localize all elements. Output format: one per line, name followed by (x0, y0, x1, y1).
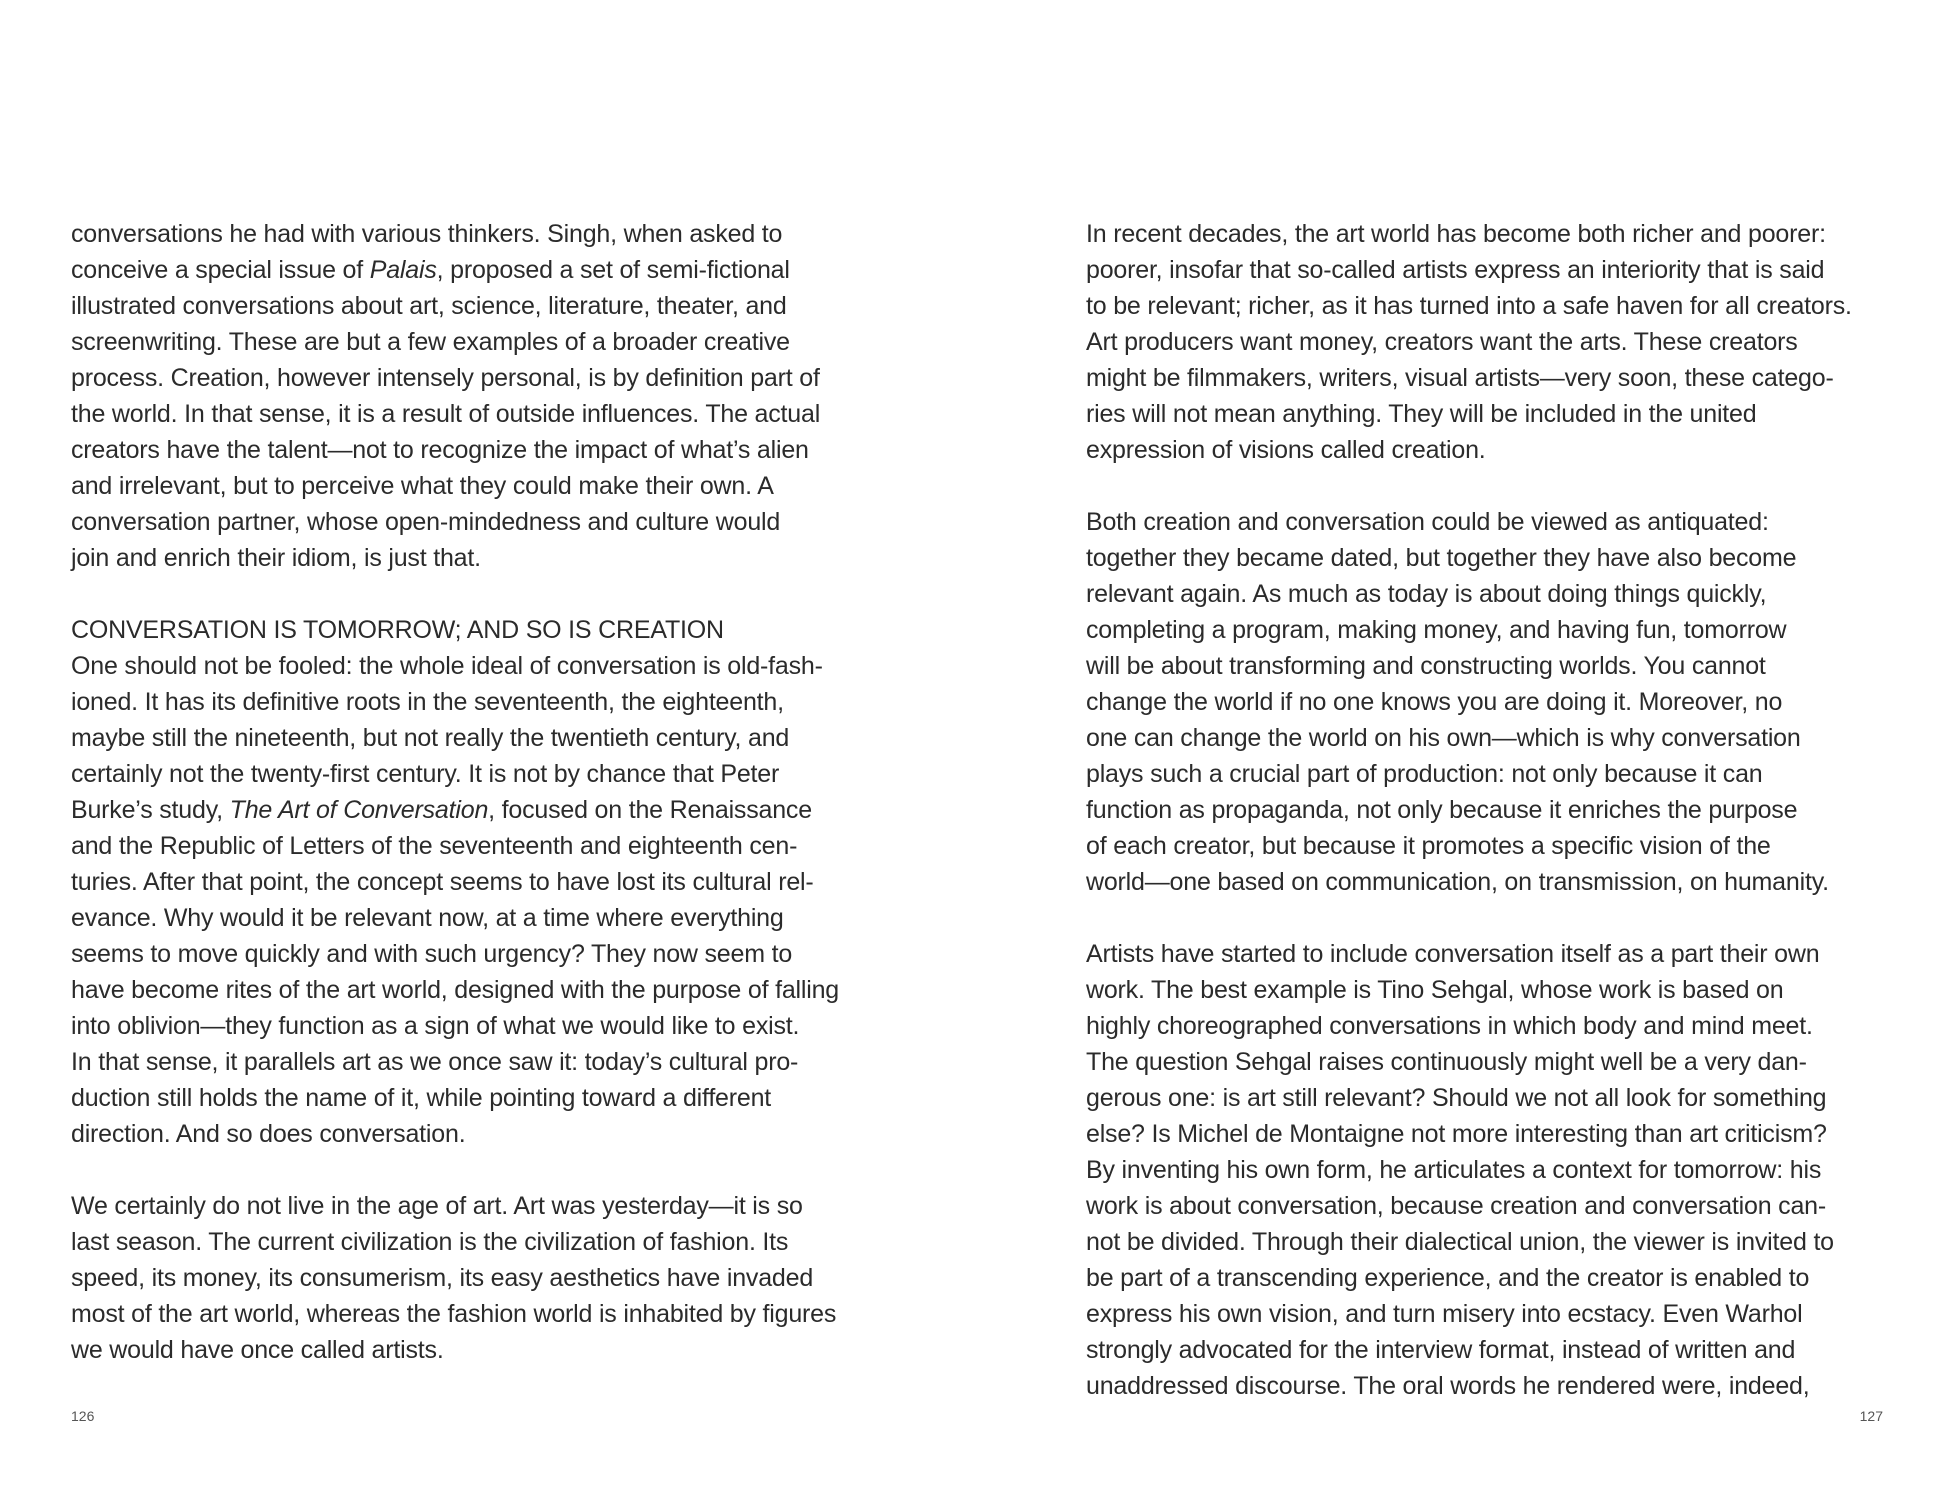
text-line: Burke’s study, The Art of Conversation, focused on the Renaissance (71, 796, 812, 824)
left-paragraph-2 (71, 648, 871, 1152)
text-line: Art producers want money, creators want the arts. These creators (1086, 328, 1798, 356)
text-line: together they became dated, but together they have also become (1086, 544, 1797, 572)
text-line: We certainly do not live in the age of art. Art was yesterday—it is so (71, 1192, 803, 1220)
text-line: one can change the world on his own—which is why conversation (1086, 724, 1801, 752)
text-line: screenwriting. These are but a few examples of a broader creative (71, 328, 790, 356)
text-line: speed, its money, its consumerism, its easy aesthetics have invaded (71, 1264, 814, 1292)
text-line: process. Creation, however intensely personal, is by definition part of (71, 364, 820, 392)
text-line: highly choreographed conversations in which body and mind meet. (1086, 1012, 1813, 1040)
left-paragraph-3 (71, 1188, 871, 1368)
italic-title: Palais (369, 256, 437, 284)
text-line: Artists have started to include conversation itself as a part their own (1086, 940, 1820, 968)
right-paragraph-2 (1086, 504, 1886, 900)
paragraph-spacer (1086, 900, 1886, 936)
right-paragraph-3 (1086, 936, 1886, 1404)
text-line: plays such a crucial part of production: not only because it can (1086, 760, 1763, 788)
text-line: relevant again. As much as today is about doing things quickly, (1086, 580, 1767, 608)
text-line: evance. Why would it be relevant now, at a time where everything (71, 904, 784, 932)
text-line: work. The best example is Tino Sehgal, whose work is based on (1086, 976, 1784, 1004)
text-line: poorer, insofar that so-called artists express an interiority that is said (1086, 256, 1825, 284)
text-line: duction still holds the name of it, while pointing toward a different (71, 1084, 772, 1112)
text-line: conversation partner, whose open-mindedness and culture would (71, 508, 781, 536)
text-line: to be relevant; richer, as it has turned into a safe haven for all creators. (1086, 292, 1852, 320)
page-number-left: 126 (71, 1408, 95, 1424)
page-number-right: 127 (1859, 1408, 1883, 1424)
text-line: In that sense, it parallels art as we once saw it: today’s cultural pro- (71, 1048, 799, 1076)
text-line: completing a program, making money, and having fun, tomorrow (1086, 616, 1787, 644)
text-line: into oblivion—they function as a sign of what we would like to exist. (71, 1012, 800, 1040)
paragraph-spacer (71, 576, 871, 612)
right-page (971, 0, 1942, 1500)
text-line: creators have the talent—not to recognize the impact of what’s alien (71, 436, 809, 464)
text-line: By inventing his own form, he articulates a context for tomorrow: his (1086, 1156, 1822, 1184)
text-line: function as propaganda, not only because it enriches the purpose (1086, 796, 1798, 824)
text-line: be part of a transcending experience, and the creator is enabled to (1086, 1264, 1810, 1292)
text-line: direction. And so does conversation. (71, 1120, 466, 1148)
text-line: express his own vision, and turn misery into ecstacy. Even Warhol (1086, 1300, 1803, 1328)
text-line: One should not be fooled: the whole ideal of conversation is old-fash- (71, 652, 823, 680)
left-paragraph-1 (71, 216, 871, 576)
text-line: conceive a special issue of Palais, proposed a set of semi-fictional (71, 256, 790, 284)
text-line: expression of visions called creation. (1086, 436, 1486, 464)
text-line: unaddressed discourse. The oral words he rendered were, indeed, (1086, 1372, 1810, 1400)
text-line: ioned. It has its definitive roots in the seventeenth, the eighteenth, (71, 688, 784, 716)
text-line: of each creator, but because it promotes a specific vision of the (1086, 832, 1771, 860)
text-line: maybe still the nineteenth, but not really the twentieth century, and (71, 724, 790, 752)
text-line: ries will not mean anything. They will be included in the united (1086, 400, 1757, 428)
right-text-column (1086, 216, 1886, 1404)
text-line: join and enrich their idiom, is just that. (71, 544, 481, 572)
text-line: last season. The current civilization is the civilization of fashion. Its (71, 1228, 789, 1256)
text-line: and the Republic of Letters of the seventeenth and eighteenth cen- (71, 832, 798, 860)
left-text-column (71, 216, 871, 1368)
paragraph-spacer (1086, 468, 1886, 504)
text-line: In recent decades, the art world has become both richer and poorer: (1086, 220, 1826, 248)
text-line: and irrelevant, but to perceive what they could make their own. A (71, 472, 774, 500)
italic-title: The Art of Conversation (229, 796, 489, 824)
paragraph-spacer (71, 1152, 871, 1188)
section-heading: CONVERSATION IS TOMORROW; AND SO IS CREATION (71, 616, 724, 644)
text-line: strongly advocated for the interview format, instead of written and (1086, 1336, 1796, 1364)
text-line: seems to move quickly and with such urgency? They now seem to (71, 940, 793, 968)
text-line: have become rites of the art world, designed with the purpose of falling (71, 976, 839, 1004)
text-line: might be filmmakers, writers, visual artists—very soon, these catego- (1086, 364, 1834, 392)
text-line: The question Sehgal raises continuously might well be a very dan- (1086, 1048, 1807, 1076)
text-line: not be divided. Through their dialectical union, the viewer is invited to (1086, 1228, 1834, 1256)
text-line: gerous one: is art still relevant? Should we not all look for something (1086, 1084, 1827, 1112)
text-line: certainly not the twenty-first century. It is not by chance that Peter (71, 760, 780, 788)
text-line: the world. In that sense, it is a result of outside influences. The actual (71, 400, 821, 428)
text-line: conversations he had with various thinkers. Singh, when asked to (71, 220, 783, 248)
text-line: world—one based on communication, on transmission, on humanity. (1086, 868, 1829, 896)
text-line: else? Is Michel de Montaigne not more interesting than art criticism? (1086, 1120, 1827, 1148)
text-line: most of the art world, whereas the fashion world is inhabited by figures (71, 1300, 837, 1328)
text-line: we would have once called artists. (71, 1336, 444, 1364)
text-line: will be about transforming and constructing worlds. You cannot (1086, 652, 1766, 680)
right-paragraph-1 (1086, 216, 1886, 468)
text-line: illustrated conversations about art, science, literature, theater, and (71, 292, 787, 320)
text-line: Both creation and conversation could be viewed as antiquated: (1086, 508, 1769, 536)
text-line: turies. After that point, the concept seems to have lost its cultural rel- (71, 868, 814, 896)
text-line: work is about conversation, because creation and conversation can- (1086, 1192, 1827, 1220)
text-line: change the world if no one knows you are doing it. Moreover, no (1086, 688, 1783, 716)
